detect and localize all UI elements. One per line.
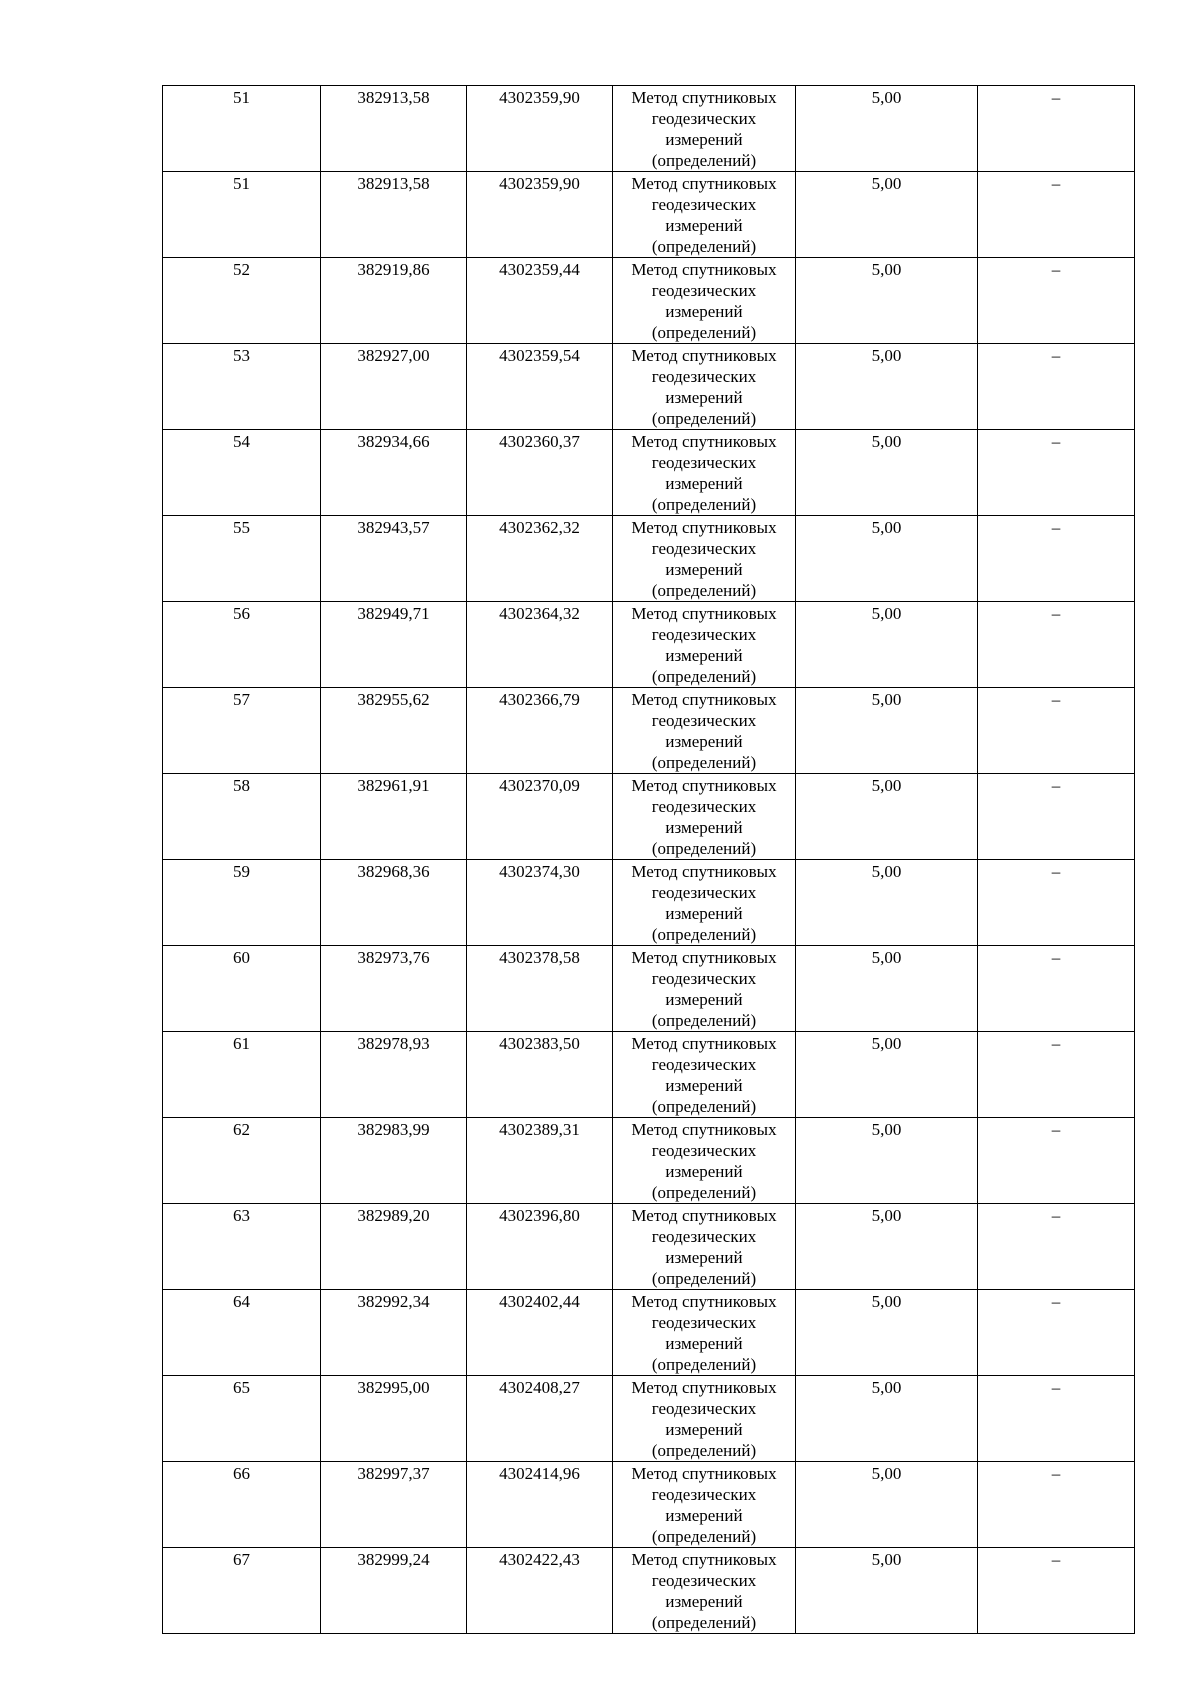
x-coordinate-text: 382913,58: [357, 174, 430, 193]
y-coordinate-cell: [467, 172, 613, 258]
method-text-line: геодезических: [651, 883, 757, 902]
point-number-cell: [163, 1290, 321, 1376]
y-coordinate-text: 4302408,27: [499, 1378, 580, 1397]
point-number-cell: [163, 688, 321, 774]
point-number-cell: [163, 258, 321, 344]
method-cell: [613, 860, 796, 946]
method-text-line: (определений): [651, 667, 757, 686]
method-text-line: измерений: [665, 990, 743, 1009]
method-text-line: измерений: [665, 1162, 743, 1181]
accuracy-text: 5,00: [871, 432, 902, 451]
method-text-line: измерений: [665, 818, 743, 837]
x-coordinate-text: 382934,66: [357, 432, 430, 451]
method-text-line: (определений): [651, 925, 757, 944]
note-cell: [978, 1204, 1135, 1290]
accuracy-text: 5,00: [871, 776, 902, 795]
method-text-line: геодезических: [651, 1399, 757, 1418]
accuracy-text: 5,00: [871, 88, 902, 107]
method-text-line: (определений): [651, 1613, 757, 1632]
method-text-line: (определений): [651, 1527, 757, 1546]
y-coordinate-cell: [467, 946, 613, 1032]
table-row: [163, 1290, 1135, 1376]
x-coordinate-cell: [321, 430, 467, 516]
method-text-line: (определений): [651, 1011, 757, 1030]
x-coordinate-text: 382968,36: [357, 862, 430, 881]
x-coordinate-cell: [321, 1032, 467, 1118]
point-number-text: 64: [233, 1292, 250, 1311]
method-cell: [613, 1290, 796, 1376]
point-number-text: 58: [233, 776, 250, 795]
method-text-line: Метод спутниковых: [631, 1378, 777, 1397]
method-text-line: геодезических: [651, 1141, 757, 1160]
note-cell: [978, 688, 1135, 774]
method-text-line: измерений: [665, 1334, 743, 1353]
accuracy-text: 5,00: [871, 1206, 902, 1225]
method-cell: [613, 172, 796, 258]
y-coordinate-cell: [467, 1376, 613, 1462]
table-row: [163, 344, 1135, 430]
accuracy-text: 5,00: [871, 1120, 902, 1139]
method-text-line: (определений): [651, 151, 757, 170]
point-number-cell: [163, 602, 321, 688]
method-text-line: Метод спутниковых: [631, 1034, 777, 1053]
x-coordinate-text: 382989,20: [357, 1206, 430, 1225]
method-text-line: геодезических: [651, 195, 757, 214]
x-coordinate-text: 382997,37: [357, 1464, 430, 1483]
method-text-line: измерений: [665, 130, 743, 149]
note-cell: [978, 1462, 1135, 1548]
note-cell: [978, 86, 1135, 172]
method-text-line: измерений: [665, 904, 743, 923]
method-text-line: Метод спутниковых: [631, 1464, 777, 1483]
x-coordinate-cell: [321, 688, 467, 774]
note-text: –: [1051, 1034, 1061, 1053]
note-text: –: [1051, 1206, 1061, 1225]
method-text-line: измерений: [665, 474, 743, 493]
method-cell: [613, 430, 796, 516]
accuracy-text: 5,00: [871, 690, 902, 709]
method-cell: [613, 1118, 796, 1204]
accuracy-cell: [796, 1290, 978, 1376]
method-text-line: (определений): [651, 839, 757, 858]
accuracy-text: 5,00: [871, 1550, 902, 1569]
method-text-line: Метод спутниковых: [631, 174, 777, 193]
method-text-line: измерений: [665, 216, 743, 235]
y-coordinate-cell: [467, 430, 613, 516]
note-text: –: [1051, 432, 1061, 451]
y-coordinate-cell: [467, 344, 613, 430]
accuracy-text: 5,00: [871, 518, 902, 537]
method-text-line: измерений: [665, 1506, 743, 1525]
note-cell: [978, 258, 1135, 344]
note-cell: [978, 1290, 1135, 1376]
x-coordinate-cell: [321, 1548, 467, 1634]
method-cell: [613, 1032, 796, 1118]
note-cell: [978, 516, 1135, 602]
x-coordinate-text: 382973,76: [357, 948, 430, 967]
point-number-text: 59: [233, 862, 250, 881]
table-row: [163, 1376, 1135, 1462]
x-coordinate-cell: [321, 860, 467, 946]
method-text-line: измерений: [665, 1248, 743, 1267]
method-text-line: измерений: [665, 1420, 743, 1439]
method-text-line: Метод спутниковых: [631, 604, 777, 623]
method-text-line: геодезических: [651, 109, 757, 128]
note-text: –: [1051, 1550, 1061, 1569]
method-text-line: (определений): [651, 1097, 757, 1116]
y-coordinate-text: 4302422,43: [499, 1550, 580, 1569]
point-number-text: 54: [233, 432, 250, 451]
x-coordinate-text: 382913,58: [357, 88, 430, 107]
note-text: –: [1051, 690, 1061, 709]
method-text-line: Метод спутниковых: [631, 432, 777, 451]
method-text-line: геодезических: [651, 1055, 757, 1074]
point-number-text: 56: [233, 604, 250, 623]
accuracy-cell: [796, 430, 978, 516]
note-cell: [978, 1376, 1135, 1462]
method-text-line: измерений: [665, 302, 743, 321]
note-text: –: [1051, 174, 1061, 193]
note-cell: [978, 602, 1135, 688]
method-text-line: (определений): [651, 1183, 757, 1202]
method-cell: [613, 688, 796, 774]
y-coordinate-cell: [467, 1290, 613, 1376]
y-coordinate-text: 4302366,79: [499, 690, 580, 709]
accuracy-cell: [796, 258, 978, 344]
method-cell: [613, 602, 796, 688]
x-coordinate-text: 382995,00: [357, 1378, 430, 1397]
point-number-text: 66: [233, 1464, 250, 1483]
method-text-line: (определений): [651, 581, 757, 600]
method-text-line: Метод спутниковых: [631, 1120, 777, 1139]
y-coordinate-text: 4302402,44: [499, 1292, 580, 1311]
accuracy-cell: [796, 1376, 978, 1462]
point-number-cell: [163, 1548, 321, 1634]
note-cell: [978, 1032, 1135, 1118]
point-number-cell: [163, 1376, 321, 1462]
method-text-line: геодезических: [651, 1571, 757, 1590]
method-cell: [613, 86, 796, 172]
table-row: [163, 688, 1135, 774]
note-text: –: [1051, 1120, 1061, 1139]
method-text-line: измерений: [665, 732, 743, 751]
accuracy-cell: [796, 1462, 978, 1548]
method-text-line: Метод спутниковых: [631, 88, 777, 107]
x-coordinate-text: 382978,93: [357, 1034, 430, 1053]
point-number-cell: [163, 516, 321, 602]
method-text-line: геодезических: [651, 539, 757, 558]
table-row: [163, 774, 1135, 860]
x-coordinate-text: 382961,91: [357, 776, 430, 795]
accuracy-text: 5,00: [871, 1292, 902, 1311]
note-text: –: [1051, 862, 1061, 881]
point-number-text: 67: [233, 1550, 250, 1569]
method-text-line: (определений): [651, 323, 757, 342]
y-coordinate-text: 4302359,90: [499, 88, 580, 107]
point-number-cell: [163, 774, 321, 860]
method-text-line: измерений: [665, 646, 743, 665]
y-coordinate-cell: [467, 774, 613, 860]
method-text-line: Метод спутниковых: [631, 862, 777, 881]
x-coordinate-text: 382943,57: [357, 518, 430, 537]
note-cell: [978, 774, 1135, 860]
method-text-line: измерений: [665, 388, 743, 407]
y-coordinate-cell: [467, 1462, 613, 1548]
y-coordinate-cell: [467, 602, 613, 688]
y-coordinate-text: 4302359,90: [499, 174, 580, 193]
table-row: [163, 172, 1135, 258]
method-cell: [613, 258, 796, 344]
y-coordinate-cell: [467, 1204, 613, 1290]
note-text: –: [1051, 1292, 1061, 1311]
point-number-text: 60: [233, 948, 250, 967]
method-text-line: Метод спутниковых: [631, 1206, 777, 1225]
point-number-text: 63: [233, 1206, 250, 1225]
method-text-line: измерений: [665, 1076, 743, 1095]
y-coordinate-cell: [467, 1032, 613, 1118]
point-number-cell: [163, 860, 321, 946]
accuracy-text: 5,00: [871, 948, 902, 967]
method-text-line: геодезических: [651, 1313, 757, 1332]
y-coordinate-text: 4302414,96: [499, 1464, 580, 1483]
method-text-line: измерений: [665, 560, 743, 579]
method-text-line: геодезических: [651, 453, 757, 472]
x-coordinate-cell: [321, 1118, 467, 1204]
note-cell: [978, 1548, 1135, 1634]
note-cell: [978, 946, 1135, 1032]
method-text-line: Метод спутниковых: [631, 260, 777, 279]
point-number-text: 51: [233, 174, 250, 193]
method-cell: [613, 1204, 796, 1290]
table-row: [163, 860, 1135, 946]
table-row: [163, 258, 1135, 344]
accuracy-cell: [796, 516, 978, 602]
note-text: –: [1051, 776, 1061, 795]
method-cell: [613, 1376, 796, 1462]
accuracy-cell: [796, 688, 978, 774]
note-text: –: [1051, 948, 1061, 967]
y-coordinate-cell: [467, 860, 613, 946]
x-coordinate-cell: [321, 258, 467, 344]
point-number-cell: [163, 1032, 321, 1118]
method-text-line: геодезических: [651, 367, 757, 386]
table-row: [163, 602, 1135, 688]
accuracy-cell: [796, 774, 978, 860]
note-cell: [978, 430, 1135, 516]
table-row: [163, 1204, 1135, 1290]
y-coordinate-text: 4302378,58: [499, 948, 580, 967]
method-text-line: геодезических: [651, 281, 757, 300]
point-number-cell: [163, 86, 321, 172]
method-text-line: геодезических: [651, 797, 757, 816]
point-number-text: 57: [233, 690, 250, 709]
accuracy-cell: [796, 1032, 978, 1118]
accuracy-cell: [796, 1548, 978, 1634]
x-coordinate-cell: [321, 344, 467, 430]
method-cell: [613, 946, 796, 1032]
note-text: –: [1051, 518, 1061, 537]
note-text: –: [1051, 88, 1061, 107]
point-number-text: 61: [233, 1034, 250, 1053]
point-number-text: 62: [233, 1120, 250, 1139]
accuracy-text: 5,00: [871, 174, 902, 193]
accuracy-cell: [796, 602, 978, 688]
point-number-cell: [163, 1118, 321, 1204]
note-cell: [978, 860, 1135, 946]
method-text-line: Метод спутниковых: [631, 1292, 777, 1311]
x-coordinate-text: 382949,71: [357, 604, 430, 623]
x-coordinate-text: 382992,34: [357, 1292, 430, 1311]
method-cell: [613, 774, 796, 860]
method-text-line: (определений): [651, 237, 757, 256]
accuracy-cell: [796, 1204, 978, 1290]
y-coordinate-text: 4302360,37: [499, 432, 580, 451]
method-text-line: (определений): [651, 753, 757, 772]
y-coordinate-cell: [467, 86, 613, 172]
y-coordinate-text: 4302359,44: [499, 260, 580, 279]
accuracy-cell: [796, 1118, 978, 1204]
method-text-line: геодезических: [651, 1485, 757, 1504]
method-text-line: геодезических: [651, 1227, 757, 1246]
y-coordinate-cell: [467, 1548, 613, 1634]
x-coordinate-text: 382983,99: [357, 1120, 430, 1139]
table-row: [163, 1462, 1135, 1548]
method-text-line: Метод спутниковых: [631, 690, 777, 709]
y-coordinate-cell: [467, 1118, 613, 1204]
accuracy-text: 5,00: [871, 604, 902, 623]
y-coordinate-cell: [467, 258, 613, 344]
x-coordinate-text: 382919,86: [357, 260, 430, 279]
table-row: [163, 946, 1135, 1032]
y-coordinate-text: 4302370,09: [499, 776, 580, 795]
table-row: [163, 516, 1135, 602]
method-text-line: (определений): [651, 495, 757, 514]
point-number-cell: [163, 172, 321, 258]
x-coordinate-cell: [321, 774, 467, 860]
method-text-line: Метод спутниковых: [631, 948, 777, 967]
method-cell: [613, 344, 796, 430]
note-cell: [978, 1118, 1135, 1204]
accuracy-cell: [796, 946, 978, 1032]
x-coordinate-cell: [321, 516, 467, 602]
point-number-cell: [163, 946, 321, 1032]
note-text: –: [1051, 346, 1061, 365]
x-coordinate-cell: [321, 1462, 467, 1548]
x-coordinate-cell: [321, 172, 467, 258]
point-number-text: 51: [233, 88, 250, 107]
point-number-text: 65: [233, 1378, 250, 1397]
x-coordinate-cell: [321, 946, 467, 1032]
method-cell: [613, 1548, 796, 1634]
y-coordinate-text: 4302359,54: [499, 346, 580, 365]
coordinates-table-body: [163, 86, 1135, 1634]
point-number-text: 55: [233, 518, 250, 537]
x-coordinate-text: 382999,24: [357, 1550, 430, 1569]
point-number-text: 52: [233, 260, 250, 279]
table-row: [163, 1548, 1135, 1634]
table-row: [163, 1118, 1135, 1204]
table-row: [163, 430, 1135, 516]
accuracy-cell: [796, 86, 978, 172]
y-coordinate-text: 4302364,32: [499, 604, 580, 623]
accuracy-text: 5,00: [871, 260, 902, 279]
method-text-line: (определений): [651, 409, 757, 428]
accuracy-text: 5,00: [871, 346, 902, 365]
method-text-line: Метод спутниковых: [631, 346, 777, 365]
accuracy-cell: [796, 344, 978, 430]
point-number-cell: [163, 344, 321, 430]
method-cell: [613, 1462, 796, 1548]
method-text-line: геодезических: [651, 625, 757, 644]
method-text-line: (определений): [651, 1355, 757, 1374]
x-coordinate-cell: [321, 1376, 467, 1462]
point-number-cell: [163, 1462, 321, 1548]
y-coordinate-text: 4302362,32: [499, 518, 580, 537]
accuracy-cell: [796, 860, 978, 946]
accuracy-text: 5,00: [871, 862, 902, 881]
y-coordinate-text: 4302396,80: [499, 1206, 580, 1225]
x-coordinate-text: 382927,00: [357, 346, 430, 365]
accuracy-text: 5,00: [871, 1464, 902, 1483]
note-text: –: [1051, 1464, 1061, 1483]
point-number-cell: [163, 430, 321, 516]
x-coordinate-cell: [321, 1290, 467, 1376]
y-coordinate-cell: [467, 688, 613, 774]
note-text: –: [1051, 604, 1061, 623]
x-coordinate-cell: [321, 1204, 467, 1290]
method-text-line: геодезических: [651, 711, 757, 730]
y-coordinate-text: 4302374,30: [499, 862, 580, 881]
method-text-line: Метод спутниковых: [631, 518, 777, 537]
accuracy-cell: [796, 172, 978, 258]
method-text-line: Метод спутниковых: [631, 1550, 777, 1569]
x-coordinate-cell: [321, 602, 467, 688]
note-cell: [978, 344, 1135, 430]
point-number-text: 53: [233, 346, 250, 365]
method-cell: [613, 516, 796, 602]
method-text-line: геодезических: [651, 969, 757, 988]
method-text-line: Метод спутниковых: [631, 776, 777, 795]
y-coordinate-text: 4302383,50: [499, 1034, 580, 1053]
coordinates-table: [162, 85, 1135, 1634]
x-coordinate-cell: [321, 86, 467, 172]
method-text-line: (определений): [651, 1441, 757, 1460]
point-number-cell: [163, 1204, 321, 1290]
method-text-line: (определений): [651, 1269, 757, 1288]
accuracy-text: 5,00: [871, 1378, 902, 1397]
y-coordinate-text: 4302389,31: [499, 1120, 580, 1139]
note-text: –: [1051, 260, 1061, 279]
note-cell: [978, 172, 1135, 258]
table-row: [163, 86, 1135, 172]
table-row: [163, 1032, 1135, 1118]
accuracy-text: 5,00: [871, 1034, 902, 1053]
method-text-line: измерений: [665, 1592, 743, 1611]
y-coordinate-cell: [467, 516, 613, 602]
note-text: –: [1051, 1378, 1061, 1397]
x-coordinate-text: 382955,62: [357, 690, 430, 709]
